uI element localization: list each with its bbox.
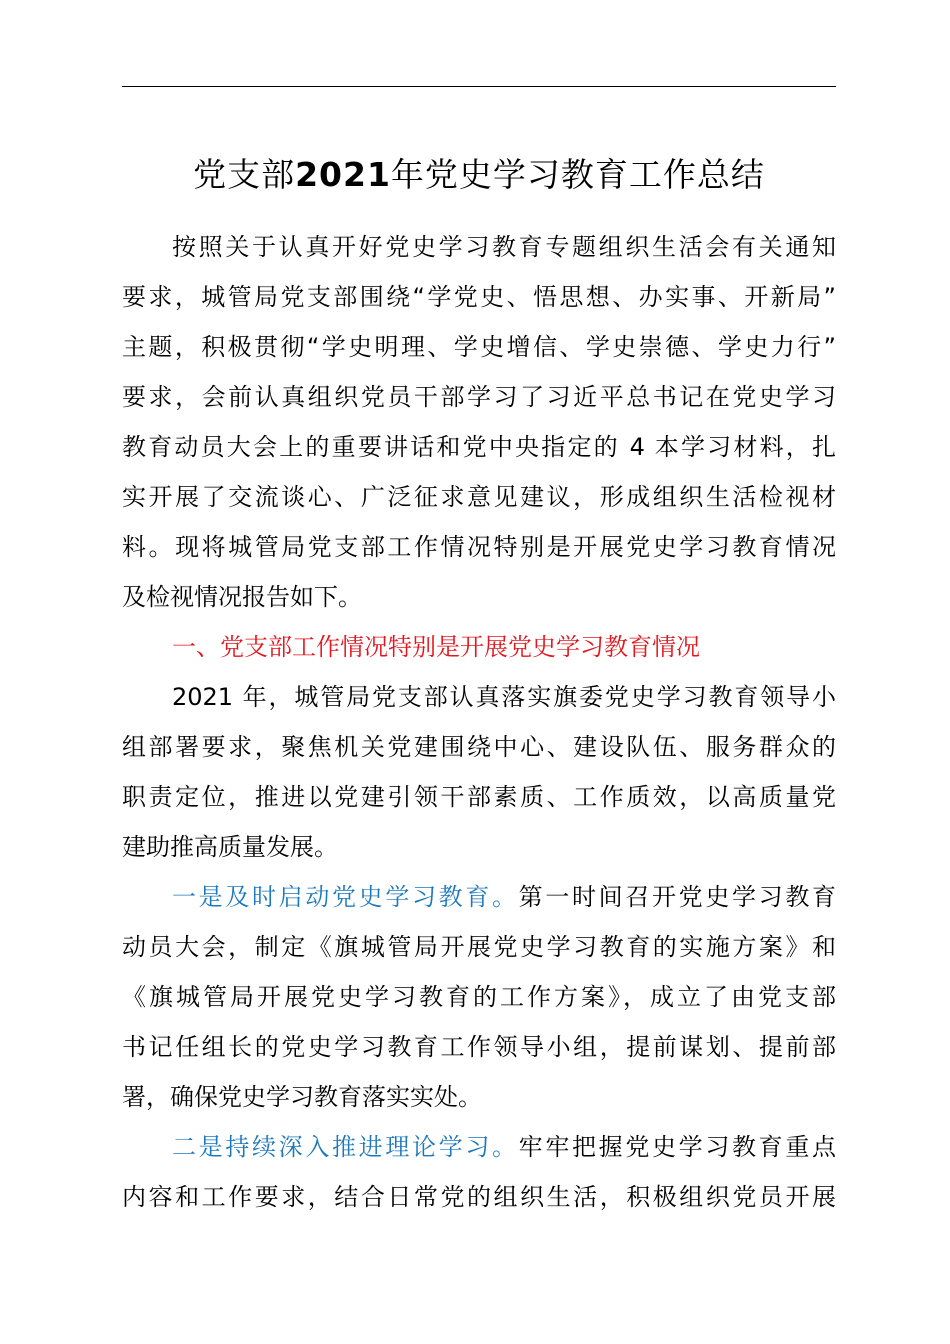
subsection-heading: 二是持续深入推进理论学习。 <box>172 1133 519 1161</box>
paragraph-line: 按照关于认真开好党史学习教育专题组织生活会有关通知 <box>172 233 836 261</box>
paragraph-line: 动员大会，制定《旗城管局开展党史学习教育的实施方案》和 <box>122 933 836 961</box>
paragraph-line: 料。现将城管局党支部工作情况特别是开展党史学习教育情况 <box>122 533 836 561</box>
paragraph-line: 主题，积极贯彻“学史明理、学史增信、学史崇德、学史力行” <box>122 333 836 361</box>
document-title <box>122 148 836 202</box>
paragraph-line: 教育动员大会上的重要讲话和党中央指定的 4 本学习材料，扎 <box>122 433 836 461</box>
subsection-heading: 一是及时启动党史学习教育。 <box>172 883 519 911</box>
paragraph-line: 及检视情况报告如下。 <box>122 583 362 611</box>
subsection-text: 牢牢把握党史学习教育重点 <box>518 1133 837 1161</box>
paragraph-line: 实开展了交流谈心、广泛征求意见建议，形成组织生活检视材 <box>122 483 836 511</box>
paragraph-line: 书记任组长的党史学习教育工作领导小组，提前谋划、提前部 <box>122 1033 836 1061</box>
paragraph-line: 组部署要求，聚焦机关党建围绕中心、建设队伍、服务群众的 <box>122 733 836 761</box>
paragraph-line: 要求，城管局党支部围绕“学党史、悟思想、办实事、开新局” <box>122 283 836 311</box>
header-rule <box>122 86 836 87</box>
paragraph-line: 建助推高质量发展。 <box>122 833 338 861</box>
section-heading: 一、党支部工作情况特别是开展党史学习教育情况 <box>172 633 700 661</box>
paragraph-line: 要求，会前认真组织党员干部学习了习近平总书记在党史学习 <box>122 383 836 411</box>
subsection-line <box>172 872 836 922</box>
paragraph-line: 职责定位，推进以党建引领干部素质、工作质效，以高质量党 <box>122 783 836 811</box>
paragraph-line: 内容和工作要求，结合日常党的组织生活，积极组织党员开展 <box>122 1183 836 1211</box>
subsection-text: 第一时间召开党史学习教育 <box>518 883 837 911</box>
paragraph-line: 2021 年，城管局党支部认真落实旗委党史学习教育领导小 <box>172 683 836 711</box>
paragraph-line: 署，确保党史学习教育落实实处。 <box>122 1083 482 1111</box>
title-year: 2021 <box>295 155 391 194</box>
subsection-line <box>172 1122 836 1172</box>
paragraph-line: 《旗城管局开展党史学习教育的工作方案》，成立了由党支部 <box>122 983 836 1011</box>
title-prefix: 党支部 <box>193 155 296 194</box>
title-suffix: 年党史学习教育工作总结 <box>390 155 765 194</box>
